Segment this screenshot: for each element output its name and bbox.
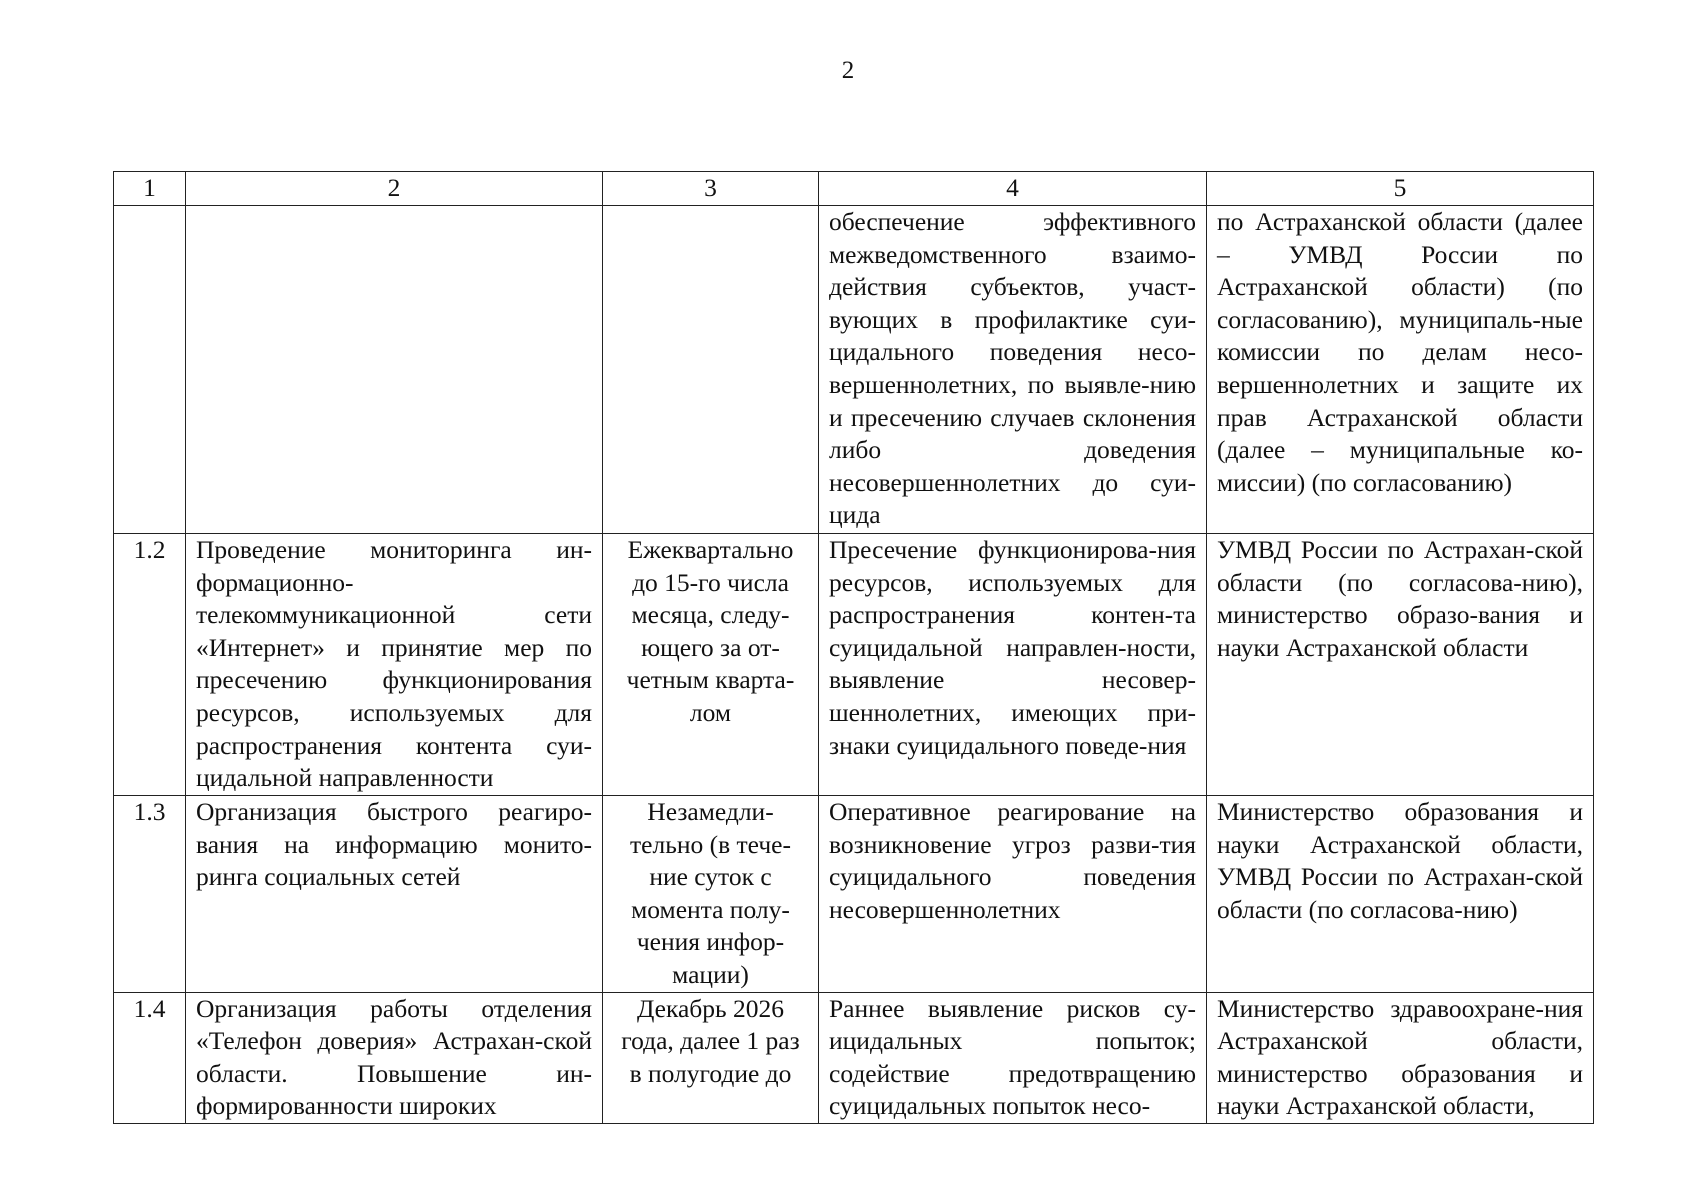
table-row — [114, 206, 1594, 534]
plan-table — [113, 171, 1594, 1124]
deadline-cell: Незамедли-тельно (в тече-ние суток с момента полу-чения инфор-мации) — [603, 796, 819, 993]
row-number: 1.2 — [114, 534, 186, 796]
activity-cell: Организация работы отделения «Телефон доверия» Астрахан-ской области. Повышение ин-формированности широких — [186, 992, 603, 1123]
activity-cell: Организация быстрого реагиро-вания на информацию монито-ринга социальных сетей — [186, 796, 603, 993]
table-row — [114, 796, 1594, 993]
header-col-4: 4 — [819, 172, 1207, 206]
deadline-cell: Ежеквартально до 15-го числа месяца, следу-ющего за от-четным кварта-лом — [603, 534, 819, 796]
row-number: 1.4 — [114, 992, 186, 1123]
row-number: 1.3 — [114, 796, 186, 993]
executors-cell: УМВД России по Астрахан-ской области (по согласова-нию), министерство образо-вания и науки Астраханской области — [1207, 534, 1594, 796]
result-cell: Пресечение функционирова-ния ресурсов, используемых для распространения контен-та суицидальной направлен-ности, выявление несовер-шеннолетних, имеющих при-знаки суицидального поведе-ния — [819, 534, 1207, 796]
table-header-row — [114, 172, 1594, 206]
page-number: 2 — [841, 57, 855, 84]
activity-cell: Проведение мониторинга ин-формационно-телекоммуникационной сети «Интернет» и принятие мер по пресечению функционирования ресурсов, используемых для распространения контента суи-цидальной направленности — [186, 534, 603, 796]
activity-cell — [186, 206, 603, 534]
header-col-5: 5 — [1207, 172, 1594, 206]
table-row — [114, 534, 1594, 796]
header-col-3: 3 — [603, 172, 819, 206]
executors-cell: по Астраханской области (далее – УМВД России по Астраханской области) (по согласованию), муниципаль-ные комиссии по делам несо-вершеннолетних и защите их прав Астраханской области (далее – муниципальные ко-миссии) (по согласованию) — [1207, 206, 1594, 534]
table-row — [114, 992, 1594, 1123]
header-col-2: 2 — [186, 172, 603, 206]
header-col-1: 1 — [114, 172, 186, 206]
executors-cell: Министерство здравоохране-ния Астраханской области, министерство образования и науки Астраханской области, — [1207, 992, 1594, 1123]
deadline-cell: Декабрь 2026 года, далее 1 раз в полугодие до — [603, 992, 819, 1123]
row-number — [114, 206, 186, 534]
executors-cell: Министерство образования и науки Астраханской области, УМВД России по Астрахан-ской области (по согласова-нию) — [1207, 796, 1594, 993]
result-cell: Раннее выявление рисков су-ицидальных попыток; содействие предотвращению суицидальных попыток несо- — [819, 992, 1207, 1123]
result-cell: Оперативное реагирование на возникновение угроз разви-тия суицидального поведения несовершеннолетних — [819, 796, 1207, 993]
result-cell: обеспечение эффективного межведомственного взаимо-действия субъектов, участ-вующих в профилактике суи-цидального поведения несо-вершеннолетних, по выявле-нию и пресечению случаев склонения либо доведения несовершеннолетних до суи-цида — [819, 206, 1207, 534]
deadline-cell — [603, 206, 819, 534]
